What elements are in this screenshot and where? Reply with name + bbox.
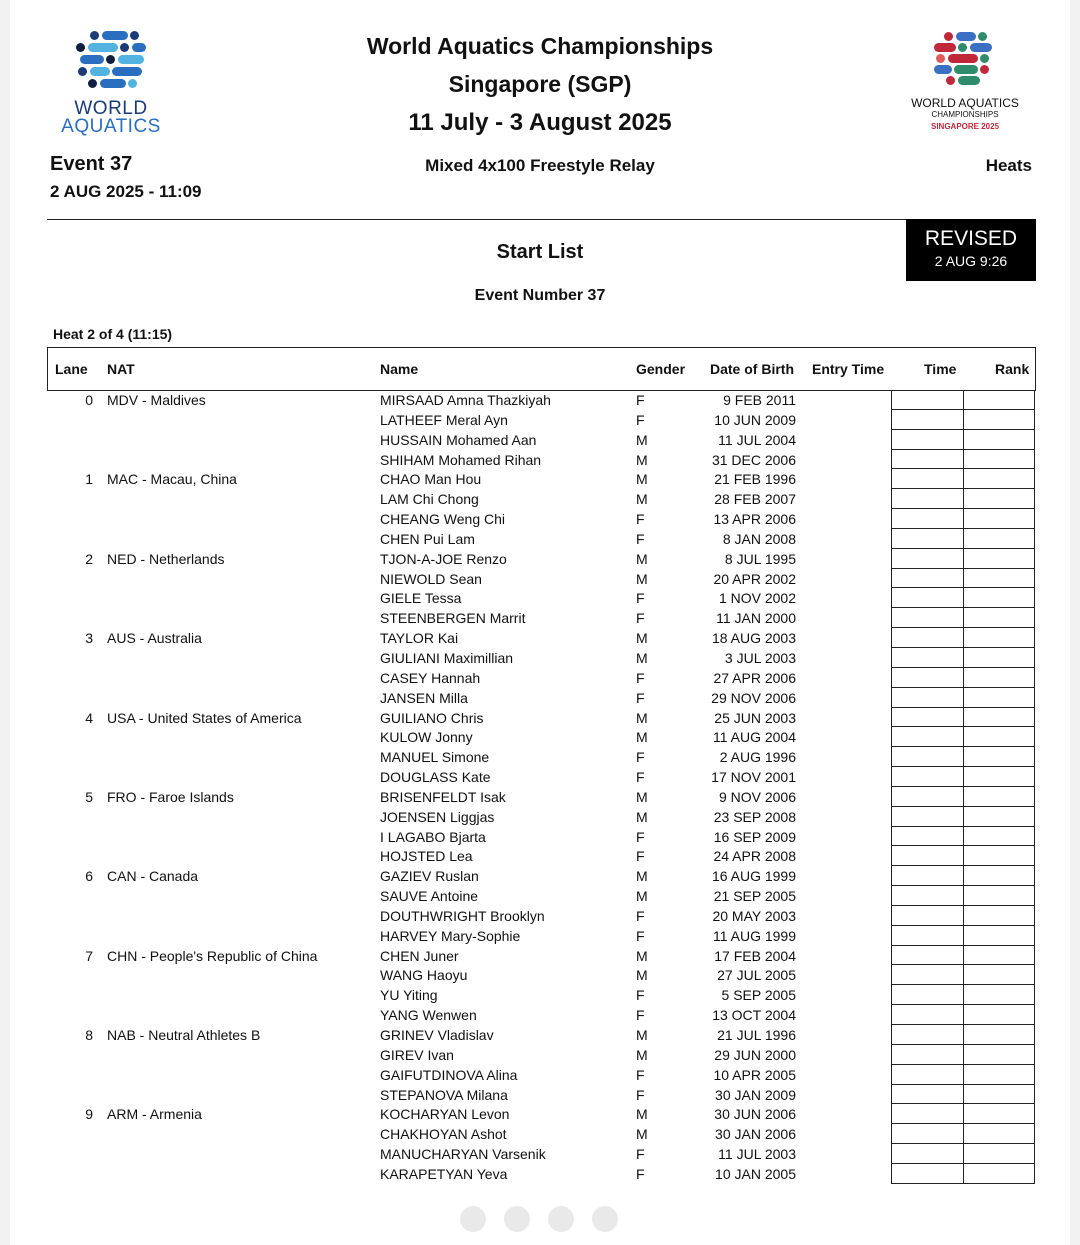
dob-cell: 1 NOV 2002	[718, 590, 796, 607]
name-cell: GIELE Tessa	[380, 590, 462, 607]
rank-box	[963, 569, 1035, 589]
dob-cell: 3 JUL 2003	[724, 649, 796, 666]
gender-cell: M	[636, 491, 648, 508]
gender-cell: M	[636, 868, 648, 885]
table-row	[47, 390, 1035, 410]
lane-cell: 5	[85, 788, 93, 805]
header-divider	[47, 219, 1035, 220]
dob-cell: 11 JUL 2004	[718, 431, 796, 448]
dob-cell: 23 SEP 2008	[713, 808, 796, 825]
time-box	[891, 787, 964, 807]
nat-cell: NED - Netherlands	[107, 550, 225, 567]
col-nat: NAT	[107, 361, 135, 377]
time-box	[891, 688, 964, 708]
name-cell: KARAPETYAN Yeva	[380, 1165, 508, 1182]
rank-box	[963, 648, 1035, 668]
table-row	[47, 529, 1035, 549]
time-box	[891, 1005, 964, 1025]
name-cell: HARVEY Mary-Sophie	[380, 927, 521, 944]
gender-cell: F	[636, 1066, 645, 1083]
table-row	[47, 628, 1035, 648]
name-cell: STEENBERGEN Marrit	[380, 610, 526, 627]
rank-box	[963, 489, 1035, 509]
page-edge-left	[0, 0, 10, 1245]
table-row	[47, 1124, 1035, 1144]
table-row	[47, 1144, 1035, 1164]
name-cell: GIREV Ivan	[380, 1046, 454, 1063]
gender-cell: F	[636, 987, 645, 1004]
rank-box	[963, 509, 1035, 529]
col-rank: Rank	[995, 361, 1030, 377]
gender-cell: F	[636, 749, 645, 766]
dob-cell: 30 JAN 2009	[715, 1086, 796, 1103]
gender-cell: F	[636, 669, 645, 686]
rank-box	[963, 608, 1035, 628]
time-box	[891, 1144, 964, 1164]
gender-cell: M	[636, 888, 648, 905]
name-cell: BRISENFELDT Isak	[380, 788, 506, 805]
name-cell: CASEY Hannah	[380, 669, 481, 686]
revised-label: REVISED	[924, 227, 1018, 250]
col-gender: Gender	[636, 361, 686, 377]
event-label: Event 37	[50, 153, 133, 175]
time-box	[891, 886, 964, 906]
gender-cell: M	[636, 967, 648, 984]
gender-cell: F	[636, 411, 645, 428]
name-cell: MANUCHARYAN Varsenik	[380, 1146, 546, 1163]
event-datetime: 2 AUG 2025 - 11:09	[50, 182, 202, 201]
col-entry-time: Entry Time	[812, 361, 885, 377]
rank-box	[963, 708, 1035, 728]
table-row	[47, 1085, 1035, 1105]
dob-cell: 10 APR 2005	[713, 1066, 796, 1083]
gender-cell: M	[636, 1126, 648, 1143]
table-row	[47, 1025, 1035, 1045]
time-box	[891, 708, 964, 728]
gender-cell: F	[636, 769, 645, 786]
name-cell: TJON-A-JOE Renzo	[380, 550, 507, 567]
rank-box	[963, 1085, 1035, 1105]
dob-cell: 29 JUN 2000	[714, 1046, 796, 1063]
gender-cell: M	[636, 947, 648, 964]
start-list-table	[47, 390, 1035, 1184]
event-phase: Heats	[985, 156, 1032, 175]
watermark	[460, 1206, 620, 1232]
rank-box	[963, 1065, 1035, 1085]
time-box	[891, 767, 964, 787]
dob-cell: 16 AUG 1999	[711, 868, 796, 885]
championships-logo-line3: SINGAPORE 2025	[930, 122, 1000, 131]
dob-cell: 27 APR 2006	[713, 669, 796, 686]
table-row	[47, 926, 1035, 946]
dob-cell: 30 JAN 2006	[715, 1126, 796, 1143]
time-box	[891, 569, 964, 589]
time-box	[891, 410, 964, 430]
time-box	[891, 985, 964, 1005]
name-cell: CHEANG Weng Chi	[380, 511, 506, 528]
gender-cell: F	[636, 848, 645, 865]
name-cell: DOUTHWRIGHT Brooklyn	[380, 907, 545, 924]
name-cell: KULOW Jonny	[380, 729, 473, 746]
dob-cell: 27 JUL 2005	[717, 967, 796, 984]
dob-cell: 9 FEB 2011	[723, 392, 796, 408]
time-box	[891, 965, 964, 985]
table-row	[47, 767, 1035, 787]
rank-box	[963, 668, 1035, 688]
col-name: Name	[380, 361, 419, 377]
lane-cell: 3	[85, 630, 93, 647]
gender-cell: F	[636, 689, 645, 706]
time-box	[891, 430, 964, 450]
nat-cell: MAC - Macau, China	[107, 471, 237, 488]
time-box	[891, 628, 964, 648]
gender-cell: M	[636, 1046, 648, 1063]
rank-box	[963, 767, 1035, 787]
dob-cell: 9 NOV 2006	[718, 788, 796, 805]
rank-box	[963, 390, 1035, 410]
logo-text-aquatics: AQUATICS	[61, 116, 161, 137]
time-box	[891, 648, 964, 668]
time-box	[891, 747, 964, 767]
name-cell: LAM Chi Chong	[380, 491, 479, 508]
gender-cell: F	[636, 590, 645, 607]
name-cell: JOENSEN Liggjas	[380, 808, 495, 825]
dob-cell: 21 FEB 1996	[714, 471, 796, 488]
gender-cell: F	[636, 1086, 645, 1103]
gender-cell: M	[636, 471, 648, 488]
rank-box	[963, 807, 1035, 827]
name-cell: GIULIANI Maximillian	[380, 649, 514, 666]
gender-cell: M	[636, 1027, 648, 1043]
table-row	[47, 1005, 1035, 1025]
table-row	[47, 1104, 1035, 1124]
time-box	[891, 1025, 964, 1045]
col-dob: Date of Birth	[710, 361, 794, 377]
name-cell: SHIHAM Mohamed Rihan	[380, 451, 542, 468]
name-cell: I LAGABO Bjarta	[380, 828, 486, 845]
name-cell: CHEN Juner	[380, 947, 459, 964]
time-box	[891, 807, 964, 827]
dob-cell: 11 JAN 2000	[716, 610, 796, 627]
dob-cell: 21 SEP 2005	[713, 888, 796, 905]
table-row	[47, 787, 1035, 807]
time-box	[891, 608, 964, 628]
rank-box	[963, 965, 1035, 985]
table-row	[47, 588, 1035, 608]
time-box	[891, 906, 964, 926]
gender-cell: M	[636, 709, 648, 726]
rank-box	[963, 450, 1035, 470]
rank-box	[963, 1124, 1035, 1144]
table-row	[47, 549, 1035, 569]
name-cell: HOJSTED Lea	[380, 848, 473, 865]
event-name: Mixed 4x100 Freestyle Relay	[425, 156, 655, 175]
name-cell: TAYLOR Kai	[380, 630, 459, 647]
lane-cell: 4	[85, 709, 93, 726]
table-row	[47, 1164, 1035, 1184]
nat-cell: MDV - Maldives	[107, 392, 206, 408]
time-box	[891, 588, 964, 608]
dob-cell: 16 SEP 2009	[713, 828, 796, 845]
gender-cell: F	[636, 511, 645, 528]
table-row	[47, 450, 1035, 470]
dob-cell: 10 JAN 2005	[715, 1165, 796, 1182]
rank-box	[963, 688, 1035, 708]
time-box	[891, 827, 964, 847]
time-box	[891, 390, 964, 410]
table-row	[47, 430, 1035, 450]
gender-cell: F	[636, 1146, 645, 1163]
gender-cell: M	[636, 451, 648, 468]
rank-box	[963, 926, 1035, 946]
nat-cell: CHN - People's Republic of China	[107, 947, 318, 964]
dob-cell: 31 DEC 2006	[711, 451, 796, 468]
dob-cell: 11 AUG 2004	[712, 729, 796, 746]
name-cell: CHEN Pui Lam	[380, 530, 475, 547]
time-box	[891, 1104, 964, 1124]
championship-title: World Aquatics Championships	[366, 33, 714, 59]
gender-cell: M	[636, 570, 648, 587]
time-box	[891, 1164, 964, 1184]
dob-cell: 17 FEB 2004	[714, 947, 796, 964]
rank-box	[963, 827, 1035, 847]
name-cell: KOCHARYAN Levon	[380, 1106, 510, 1123]
name-cell: GAIFUTDINOVA Alina	[380, 1066, 518, 1083]
name-cell: SAUVE Antoine	[380, 888, 479, 905]
dob-cell: 24 APR 2008	[713, 848, 796, 865]
time-box	[891, 1124, 964, 1144]
gender-cell: M	[636, 630, 648, 647]
dob-cell: 8 JUL 1995	[724, 550, 796, 567]
table-row	[47, 1045, 1035, 1065]
revised-stamp	[906, 219, 1036, 281]
nat-cell: AUS - Australia	[107, 630, 202, 647]
heat-label: Heat 2 of 4 (11:15)	[53, 326, 173, 342]
lane-cell: 8	[85, 1027, 93, 1043]
dob-cell: 25 JUN 2003	[714, 709, 796, 726]
name-cell: CHAO Man Hou	[380, 471, 482, 488]
dob-cell: 20 APR 2002	[713, 570, 796, 587]
name-cell: DOUGLASS Kate	[380, 769, 491, 786]
dob-cell: 17 NOV 2001	[711, 769, 796, 786]
dob-cell: 21 JUL 1996	[717, 1027, 796, 1043]
lane-cell: 2	[85, 550, 93, 567]
name-cell: YANG Wenwen	[380, 1007, 477, 1024]
document-title: Start List	[496, 241, 584, 263]
dob-cell: 11 AUG 1999	[712, 927, 796, 944]
name-cell: GAZIEV Ruslan	[380, 868, 479, 885]
table-row	[47, 747, 1035, 767]
name-cell: GRINEV Vladislav	[380, 1027, 494, 1043]
page-edge-right	[1070, 0, 1080, 1245]
rank-box	[963, 410, 1035, 430]
gender-cell: F	[636, 610, 645, 627]
gender-cell: M	[636, 808, 648, 825]
dob-cell: 13 OCT 2004	[712, 1007, 796, 1024]
gender-cell: F	[636, 1165, 645, 1182]
gender-cell: M	[636, 431, 648, 448]
table-row	[47, 469, 1035, 489]
gender-cell: F	[636, 927, 645, 944]
time-box	[891, 1045, 964, 1065]
rank-box	[963, 1144, 1035, 1164]
gender-cell: F	[636, 530, 645, 547]
rank-box	[963, 1025, 1035, 1045]
name-cell: NIEWOLD Sean	[380, 570, 482, 587]
name-cell: MIRSAAD Amna Thazkiyah	[380, 392, 551, 408]
name-cell: JANSEN Milla	[380, 689, 468, 706]
rank-box	[963, 1005, 1035, 1025]
gender-cell: F	[636, 1007, 645, 1024]
gender-cell: F	[636, 392, 645, 408]
dob-cell: 5 SEP 2005	[721, 987, 796, 1004]
table-header	[47, 347, 1036, 391]
nat-cell: USA - United States of America	[107, 709, 302, 726]
table-row	[47, 569, 1035, 589]
rank-box	[963, 866, 1035, 886]
lane-cell: 0	[85, 392, 93, 408]
table-row	[47, 410, 1035, 430]
name-cell: GUILIANO Chris	[380, 709, 484, 726]
gender-cell: M	[636, 788, 648, 805]
rank-box	[963, 886, 1035, 906]
name-cell: WANG Haoyu	[380, 967, 468, 984]
gender-cell: M	[636, 649, 648, 666]
table-row	[47, 1065, 1035, 1085]
dob-cell: 8 JAN 2008	[722, 530, 796, 547]
nat-cell: ARM - Armenia	[107, 1106, 202, 1123]
logo-text-world: WORLD	[74, 98, 148, 119]
dob-cell: 29 NOV 2006	[711, 689, 796, 706]
table-row	[47, 708, 1035, 728]
time-box	[891, 509, 964, 529]
rank-box	[963, 469, 1035, 489]
rank-box	[963, 628, 1035, 648]
table-row	[47, 509, 1035, 529]
rank-box	[963, 1164, 1035, 1184]
rank-box	[963, 529, 1035, 549]
table-row	[47, 906, 1035, 926]
time-box	[891, 946, 964, 966]
time-box	[891, 1085, 964, 1105]
name-cell: HUSSAIN Mohamed Aan	[380, 431, 537, 448]
rank-box	[963, 906, 1035, 926]
name-cell: LATHEEF Meral Ayn	[380, 411, 508, 428]
table-row	[47, 668, 1035, 688]
name-cell: YU Yiting	[380, 987, 438, 1004]
nat-cell: CAN - Canada	[107, 868, 199, 885]
rank-box	[963, 588, 1035, 608]
gender-cell: F	[636, 828, 645, 845]
rank-box	[963, 549, 1035, 569]
table-row	[47, 946, 1035, 966]
col-time: Time	[924, 361, 957, 377]
dob-cell: 18 AUG 2003	[711, 630, 796, 647]
championship-dates: 11 July - 3 August 2025	[408, 109, 672, 136]
table-row	[47, 886, 1035, 906]
championships-logo-line1: WORLD AQUATICS	[911, 96, 1019, 110]
time-box	[891, 1065, 964, 1085]
event-number: Event Number 37	[474, 287, 606, 304]
rank-box	[963, 727, 1035, 747]
gender-cell: M	[636, 729, 648, 746]
table-row	[47, 648, 1035, 668]
dob-cell: 20 MAY 2003	[712, 907, 796, 924]
rank-box	[963, 747, 1035, 767]
lane-cell: 1	[85, 471, 93, 488]
dob-cell: 11 JUL 2003	[718, 1146, 796, 1163]
lane-cell: 6	[85, 868, 93, 885]
rank-box	[963, 985, 1035, 1005]
nat-cell: NAB - Neutral Athletes B	[107, 1027, 261, 1043]
nat-cell: FRO - Faroe Islands	[107, 788, 234, 805]
time-box	[891, 668, 964, 688]
table-row	[47, 608, 1035, 628]
rank-box	[963, 787, 1035, 807]
lane-cell: 9	[85, 1106, 93, 1123]
time-box	[891, 489, 964, 509]
time-box	[891, 846, 964, 866]
name-cell: CHAKHOYAN Ashot	[380, 1126, 507, 1143]
table-row	[47, 688, 1035, 708]
dob-cell: 2 AUG 1996	[719, 749, 796, 766]
gender-cell: M	[636, 550, 648, 567]
lane-cell: 7	[85, 947, 93, 964]
rank-box	[963, 1104, 1035, 1124]
table-row	[47, 727, 1035, 747]
time-box	[891, 727, 964, 747]
rank-box	[963, 430, 1035, 450]
dob-cell: 28 FEB 2007	[714, 491, 796, 508]
rank-box	[963, 946, 1035, 966]
gender-cell: F	[636, 907, 645, 924]
table-row	[47, 807, 1035, 827]
col-lane: Lane	[55, 361, 88, 377]
time-box	[891, 450, 964, 470]
time-box	[891, 926, 964, 946]
time-box	[891, 469, 964, 489]
table-row	[47, 846, 1035, 866]
name-cell: STEPANOVA Milana	[380, 1086, 508, 1103]
dob-cell: 13 APR 2006	[713, 511, 796, 528]
dob-cell: 30 JUN 2006	[714, 1106, 796, 1123]
time-box	[891, 866, 964, 886]
time-box	[891, 549, 964, 569]
gender-cell: M	[636, 1106, 648, 1123]
rank-box	[963, 846, 1035, 866]
table-row	[47, 965, 1035, 985]
table-row	[47, 985, 1035, 1005]
dob-cell: 10 JUN 2009	[714, 411, 796, 428]
revised-timestamp: 2 AUG 9:26	[934, 253, 1008, 269]
rank-box	[963, 1045, 1035, 1065]
name-cell: MANUEL Simone	[380, 749, 490, 766]
table-row	[47, 827, 1035, 847]
championships-logo-line2: CHAMPIONSHIPS	[931, 110, 999, 119]
time-box	[891, 529, 964, 549]
table-row	[47, 866, 1035, 886]
championship-location: Singapore (SGP)	[448, 71, 632, 97]
table-row	[47, 489, 1035, 509]
